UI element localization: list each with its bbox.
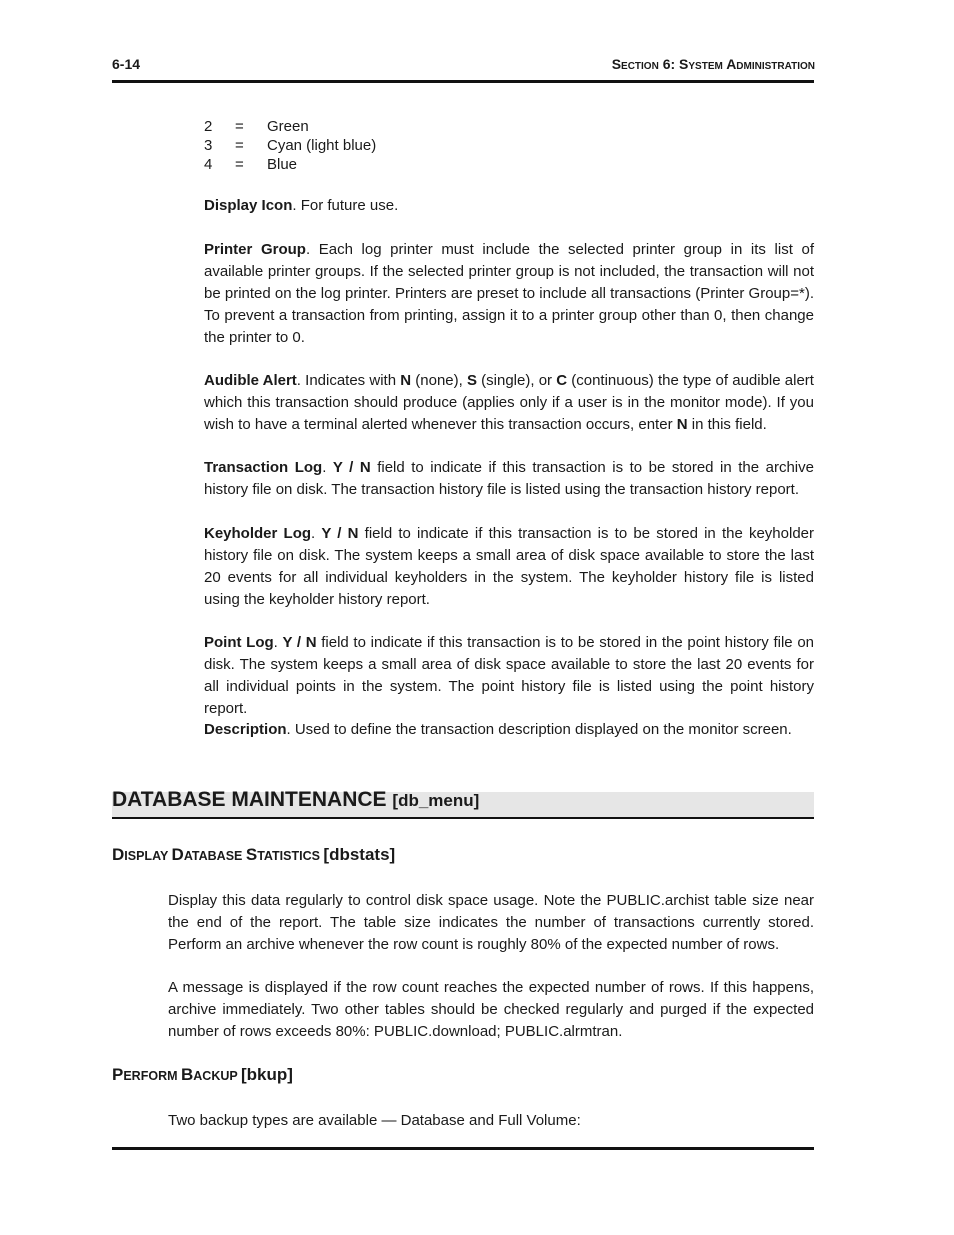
list-item [204, 136, 376, 155]
color-list [204, 117, 376, 174]
field-text: (continuous) the type of audible alert which this transaction should produce (applies only if a user is in the monitor mode). If you wish to have a terminal alerted whenever this transaction occurs, enter [204, 372, 814, 433]
section-heading-command: [db_menu] [392, 791, 480, 810]
field-text: . For future use. [292, 197, 399, 214]
field-separator: . [273, 634, 283, 651]
field-yn: Y / N [282, 634, 317, 651]
field-text: field to indicate if this transaction is to be stored in the point history file on disk. The system keeps a small area of disk space available to store the last 20 events for all individual points in the system. The point history file is listed using the point history report. [204, 634, 814, 717]
heading-smallcaps: ERFORM [123, 1069, 181, 1083]
list-item [204, 117, 376, 136]
option-continuous: C [556, 372, 568, 389]
field-term: Point Log [204, 634, 274, 651]
display-icon-paragraph [204, 195, 814, 217]
section-title-text: Section 6: System Administration [611, 56, 815, 72]
field-text: field to indicate if this transaction is to be stored in the keyholder history file on disk. The system keeps a small area of disk space available to store the last 20 events for all individual keyholders in the system. The keyholder history file is listed using the keyholder history report. [204, 525, 815, 608]
section-heading-title: DATABASE MAINTENANCE [112, 788, 387, 811]
field-text: . Used to define the transaction description displayed on the monitor screen. [286, 721, 792, 738]
heading-cap: B [180, 1065, 194, 1084]
printer-group-paragraph [204, 239, 814, 349]
option-none: N [400, 372, 412, 389]
section-title [612, 56, 815, 72]
field-text: . Indicates with [296, 372, 401, 389]
backup-heading [112, 1065, 293, 1085]
field-text: field to indicate if this transaction is to be stored in the archive history file on disk. The transaction history file is listed using the transaction history report. [204, 459, 814, 498]
field-yn: Y / N [321, 525, 359, 542]
keyholder-log-paragraph [204, 523, 814, 611]
heading-smallcaps: ISPLAY [124, 849, 172, 863]
heading-command: [dbstats] [323, 845, 396, 864]
heading-smallcaps: ATABASE [183, 849, 246, 863]
section-heading [112, 788, 479, 812]
field-text: in this field. [687, 416, 767, 433]
field-term: Description [204, 721, 287, 738]
field-text: . Each log printer must include the selected printer group in its list of available printer groups. If the selected printer group is not included, the transaction will not be printed on the log printer. Printers are preset to include all transactions (Printer Group=*). To prevent a transaction from printing, assign it to a printer group other than 0, then change the printer to 0. [204, 241, 814, 346]
field-term: Transaction Log [204, 459, 323, 476]
audible-alert-paragraph [204, 370, 814, 436]
transaction-log-paragraph [204, 457, 814, 501]
list-label: Blue [267, 156, 298, 173]
page-number: 6-14 [112, 56, 141, 72]
header-rule [112, 80, 814, 83]
footer-rule [112, 1147, 814, 1150]
field-term: Keyholder Log [204, 525, 312, 542]
field-separator: . [322, 459, 333, 476]
heading-smallcaps: ACKUP [193, 1069, 241, 1083]
list-equals: = [235, 156, 244, 173]
list-label: Green [267, 118, 309, 135]
heading-cap: D [171, 845, 184, 864]
field-text: (single), or [476, 372, 557, 389]
dbstats-paragraph-1: Display this data regularly to control disk space usage. Note the PUBLIC.archist table size near the end of the report. The table size indicates the number of transactions currently stored. Perform an archive whenever the row count is roughly 80% of the expected number of rows. [168, 892, 814, 953]
field-yn: Y / N [332, 459, 371, 476]
list-number: 4 [204, 156, 213, 173]
field-term: Audible Alert [204, 372, 297, 389]
list-label: Cyan (light blue) [267, 137, 377, 154]
list-equals: = [235, 137, 244, 154]
field-separator: . [311, 525, 322, 542]
list-equals: = [235, 118, 244, 135]
list-number: 2 [204, 118, 213, 135]
point-log-paragraph [204, 632, 814, 720]
description-paragraph [204, 719, 814, 741]
heading-cap: S [245, 845, 258, 864]
heading-cap: D [112, 845, 125, 864]
field-text: (none), [411, 372, 467, 389]
option-none: N [676, 416, 688, 433]
option-single: S [466, 372, 477, 389]
dbstats-paragraph-2: A message is displayed if the row count reaches the expected number of rows. If this happens, archive immediately. Two other tables should be checked regularly and purged if the expected number of rows exceeds 80%: PUBLIC.download; PUBLIC.alrmtran. [168, 979, 814, 1040]
heading-command: [bkup] [240, 1065, 293, 1084]
list-number: 3 [204, 137, 213, 154]
dbstats-heading [112, 845, 395, 865]
backup-paragraph-1: Two backup types are available — Database and Full Volume: [168, 1112, 581, 1129]
field-term: Display Icon [204, 197, 293, 214]
field-term: Printer Group [204, 241, 306, 258]
heading-smallcaps: TATISTICS [257, 849, 324, 863]
list-item [204, 155, 376, 174]
heading-cap: P [112, 1065, 124, 1084]
